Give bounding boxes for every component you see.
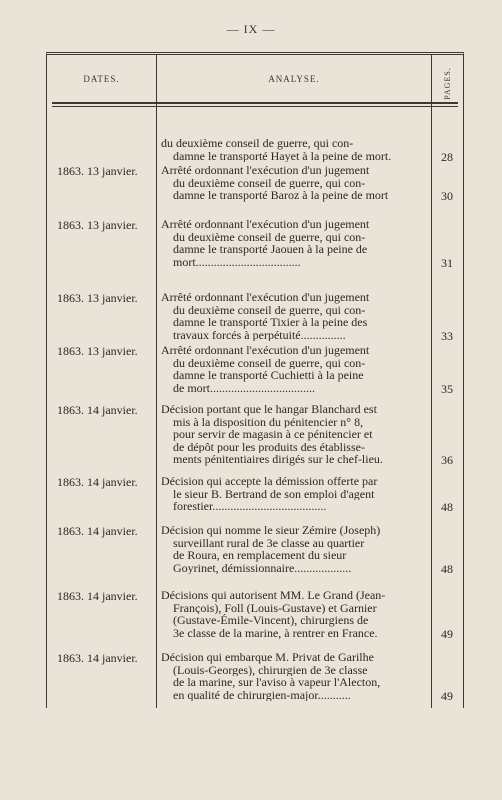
column-divider-pages bbox=[431, 55, 432, 708]
header-pages bbox=[433, 63, 461, 103]
entry-page-number: 49 bbox=[441, 688, 453, 703]
entry-analysis-line: Arrêté ordonnant l'exécution d'un jugement bbox=[161, 164, 370, 177]
entry-analysis-line: damne le transporté Cuchietti à la peine bbox=[173, 369, 364, 382]
entry-analysis bbox=[161, 524, 425, 574]
entry-analysis-line: en qualité de chirurgien-major........... bbox=[173, 688, 351, 702]
entry-page-number: 49 bbox=[441, 626, 453, 641]
entry-analysis-line: du deuxième conseil de guerre, qui con- bbox=[173, 303, 366, 317]
entry-analysis-line: damne le transporté Baroz à la peine de mort bbox=[173, 189, 389, 202]
entry-analysis-line: 3e classe de la marine, à rentrer en France. bbox=[173, 626, 378, 640]
entry-analysis bbox=[161, 218, 425, 268]
entry-analysis-line: de mort................................... bbox=[173, 381, 315, 395]
entry-analysis-line: mis à la disposition du pénitencier n° 8, bbox=[173, 415, 364, 429]
entry-analysis-line: Goyrinet, démissionnaire................... bbox=[173, 561, 352, 575]
entry-analysis-line: Arrêté ordonnant l'exécution d'un jugement bbox=[161, 291, 370, 304]
entry-analysis bbox=[161, 164, 425, 202]
entry-analysis-line: Décision qui nomme le sieur Zémire (Joseph) bbox=[161, 524, 381, 537]
entry-date: 1863. 13 janvier. bbox=[57, 291, 138, 305]
entry-date: 1863. 14 janvier. bbox=[57, 589, 138, 603]
entry-page-number: 48 bbox=[441, 561, 453, 576]
entry-analysis bbox=[161, 651, 425, 701]
entry-analysis bbox=[161, 589, 425, 639]
entry-analysis-line: Décision portant que le hangar Blanchard est bbox=[161, 403, 377, 416]
entry-analysis-line: damne le transporté Jaouen à la peine de bbox=[173, 243, 368, 256]
entry-page-number: 36 bbox=[441, 453, 453, 468]
entry-analysis bbox=[161, 344, 425, 394]
entry-date: 1863. 13 janvier. bbox=[57, 344, 138, 358]
entry-date: 1863. 14 janvier. bbox=[57, 403, 138, 417]
entry-analysis bbox=[161, 137, 425, 162]
entry-page-number: 35 bbox=[441, 381, 453, 396]
index-table bbox=[46, 52, 464, 708]
entry-date: 1863. 14 janvier. bbox=[57, 475, 138, 489]
entry-date: 1863. 13 janvier. bbox=[57, 164, 138, 178]
header-rule bbox=[52, 102, 458, 104]
entry-analysis bbox=[161, 475, 425, 513]
entry-analysis-line: damne le transporté Tixier à la peine des bbox=[173, 316, 368, 329]
entry-date: 1863. 14 janvier. bbox=[57, 524, 138, 538]
entry-analysis-line: du deuxième conseil de guerre, qui con- bbox=[173, 176, 366, 190]
entry-page-number: 48 bbox=[441, 500, 453, 515]
entry-analysis-line: surveillant rural de 3e classe au quartier bbox=[173, 536, 365, 550]
entry-page-number: 31 bbox=[441, 255, 453, 270]
header-rule-thin bbox=[52, 106, 458, 107]
entry-analysis-line: forestier...................................... bbox=[173, 500, 327, 513]
entry-analysis-line: Décisions qui autorisent MM. Le Grand (Jean- bbox=[161, 589, 386, 602]
entry-page-number: 28 bbox=[441, 149, 453, 164]
header-analyse: ANALYSE. bbox=[268, 74, 320, 84]
entry-date: 1863. 14 janvier. bbox=[57, 651, 138, 665]
entry-analysis-line: ments pénitentiaires dirigés sur le chef-lieu. bbox=[173, 453, 383, 466]
entry-analysis-line: travaux forcés à perpétuité............... bbox=[173, 328, 346, 342]
entry-analysis-line: Arrêté ordonnant l'exécution d'un jugement bbox=[161, 218, 370, 231]
entry-analysis bbox=[161, 403, 425, 466]
entry-analysis-line: mort................................... bbox=[173, 255, 301, 269]
entry-analysis-line: pour servir de magasin à ce pénitencier et bbox=[173, 428, 373, 441]
entry-page-number: 30 bbox=[441, 189, 453, 204]
entry-analysis-line: du deuxième conseil de guerre, qui con- bbox=[173, 356, 366, 370]
entry-analysis bbox=[161, 291, 425, 341]
header-pages-label: PAGES. bbox=[442, 66, 452, 100]
entry-analysis-line: du deuxième conseil de guerre, qui con- bbox=[173, 230, 366, 244]
entry-analysis-line: de dépôt pour les produits des établisse- bbox=[173, 440, 365, 454]
entry-analysis-line: le sieur B. Bertrand de son emploi d'agent bbox=[173, 487, 375, 501]
entry-analysis-line: Arrêté ordonnant l'exécution d'un jugement bbox=[161, 344, 370, 357]
header-dates: DATES. bbox=[83, 74, 120, 84]
entry-date: 1863. 13 janvier. bbox=[57, 218, 138, 232]
entry-analysis-line: (Gustave-Émile-Vincent), chirurgiens de bbox=[173, 614, 369, 627]
entry-analysis-line: de Roura, en remplacement du sieur bbox=[173, 549, 347, 562]
column-divider-dates bbox=[156, 55, 157, 708]
entry-page-number: 33 bbox=[441, 328, 453, 343]
page-folio: — IX — bbox=[226, 22, 276, 36]
entry-analysis-line: de la marine, sur l'aviso à vapeur l'Alecton, bbox=[173, 676, 381, 689]
entry-analysis-line: du deuxième conseil de guerre, qui con- bbox=[161, 137, 354, 150]
entry-analysis-line: Décision qui accepte la démission offerte par bbox=[161, 475, 378, 488]
entry-analysis-line: François), Foll (Louis-Gustave) et Garnier bbox=[173, 601, 377, 615]
entry-analysis-line: Décision qui embarque M. Privat de Garilhe bbox=[161, 651, 374, 664]
entry-analysis-line: damne le transporté Hayet à la peine de mort. bbox=[173, 149, 392, 163]
entry-analysis-line: (Louis-Georges), chirurgien de 3e classe bbox=[173, 663, 368, 677]
